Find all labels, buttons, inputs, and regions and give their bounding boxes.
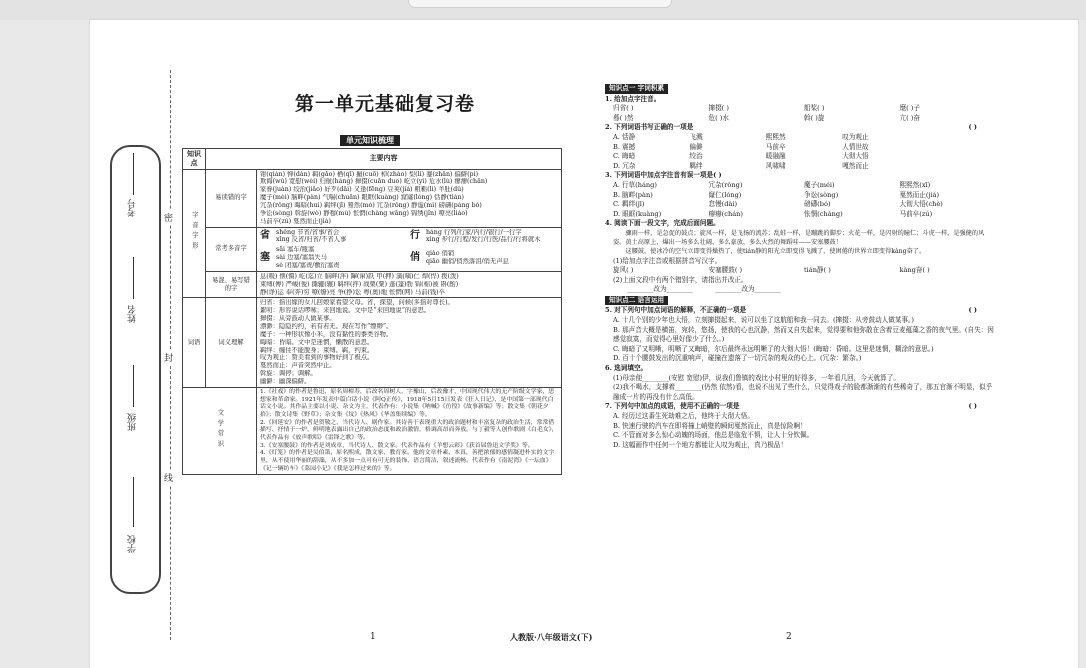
category-cell: 文学常识 (183, 387, 257, 474)
content-cell: 钳(qián) 惮(dàn) 羁(gǎo) 栖(qī) 撮(cuō) 棹(zhào) 梨(lí) 蹇(zhǎn) 偏僻(pì) 欺侮(wǔ) 宽慰(wèi) 归航(háng) 撺掇(cuān duo) 屹立(yì) 危水(lù) 瘳瘳(chǎn) 家眷(juàn) 绞治(jiǎo) 好歹(dǎi) 又逢(fēng) 豆荚(jiá) 粗粝(lì) 羊肚(dǔ) 魔子(mèi) 脑畔(pàn) 气喘(chuǎn) 眼眶(kuàng) 窟窿(lóng) 恬静(tián) 冗杂(rǒng) 晦暗(huì) 羁绊(jī) 蓦然(mò) 冗杂(rǒng) 静谧(mì) 磅礴(páng bó) 争讼(sòng) 斡旋(wò) 静穆(mù) 怅惘(chàng wǎng) 锦绣(jǐn) 嘹亮(liáo) 马前卒(zú) 戛然而止(jiá) (257, 169, 562, 227)
class-label: 班级 (128, 413, 138, 431)
q5-option: A. 十几个别的少年也大悟，立刻撺掇起来，说可以坐了这航船和我一同去。(撺掇：从旁鼓动人做某事。) (613, 316, 914, 325)
seal-char-1: 密 (164, 210, 173, 225)
q1-items: 归省( ) 撺掇( ) 船桨( ) 麾( )子 蓦( )然 危( )水 斡( )旋 亢( )奋 (613, 104, 920, 122)
polyphone-group: 省 shěng 节省/省事/省会 xǐng 反省/归省/不省人事 (260, 228, 347, 244)
page-number-right: 2 (786, 632, 792, 642)
section-label: 知识点一 字词积累 (605, 84, 668, 94)
subcategory-cell: 词义理解 (206, 298, 257, 387)
q2-options: A. 恬静 飞溅 熙熙然 叹为观止 B. 震撼 偏僻 马前卒 人情世故 C. 晦暗 绞治 暖融融 大彻大悟 D. 冗杂 羁绊 风啸啸 嘎然而止 (613, 132, 869, 170)
question-4: 4. 阅读下面一段文字，完成后面问题。 (605, 219, 720, 228)
header-main-content: 主要内容 (206, 149, 562, 170)
knowledge-review-table (182, 148, 562, 475)
polyphone-group: 俏 qiào 俏销 qiāo 幽俏/俏然落泪/俏无声息 (410, 250, 509, 266)
q4-fix-blanks: ________改为________ ________改为________ (627, 285, 781, 294)
q4-sub-1-items: 旋风( ) 安塞腰鼓( ) tián静( ) kàng奋( ) (613, 266, 930, 275)
subcategory-cell: 易读错的字 (206, 169, 257, 227)
q5-option: D. 百十个腰鼓发出的沉重响声，碰撞在遗落了一切冗杂的观众的心上。(冗杂：繁杂。) (613, 354, 862, 363)
q6-item: (2)我不喝水，支撑着________(仍然 依然)看，也说不出见了些什么，只觉得戏子的脸都渐渐的有些稀奇了，那五官渐不明显，似乎融成一片的再没有什么高低。 (613, 383, 993, 401)
q6-item: (1)母亲便________(安慰 宽慰)伊，说我们鲁镇的戏比小村里的好得多，一年看几回，今天就算了。 (613, 373, 900, 382)
content-cell: 1.《社戏》的作者是鲁迅，原名周樟寿，后改名周树人，字豫山，后改豫才，中国现代伟大的无产阶级文学家，思想家和革命家。1921年发表中篇白话小说《阿Q正传》，1918年5月15日发表《狂人日记》，是中国第一部现代白话文小说。其作品主要以小说、杂文为主，代表作有：小说集《呐喊》《彷徨》《故事新编》等；散文集《朝花夕拾》；散文诗集《野草》；杂文集《坟》《热风》《华盖集续编》等。 2.《回延安》的作者是贺敬之，当代诗人、剧作家。其诗善于表现重大的政治题材和丰富复杂的政治生活，常常借描写、抒情于一炉，鲜明地表露出自己的政治态度和政治激情，格调高昂而奔放。与丁毅等人创作歌剧《白毛女》，代表作品有《放声歌唱》《雷锋之歌》等。 3.《安塞腰鼓》的作者是刘成章，当代诗人、散文家。代表作品有《羊想云彩》《获首届鲁迅文学奖》等。 4.《灯笼》的作者是吴伯箫，原名熙成，散文家、教育家。他的文章朴素、本真，善把浓郁的感情凝进朴实的文字里，从不使用华丽的辞藻，从不多加一点可有可无的装饰，语言简洁，叙述流畅。代表作有《南泥湾》《一坛血》《记一辆纺车》《菜园小记》《我是怎样过来的》等。 (257, 387, 562, 474)
q5-option: B. 那声音大概是横笛，宛转，悠扬，使我的心也沉静，然而又自失起来，觉得要和他弥散在含着豆麦蕴藻之香的夜气里。(自失：因感觉寂寞，而觉得心里好像少了什么。) (613, 325, 994, 344)
subcategory-cell: 易混、易写错的字 (206, 271, 257, 298)
question-6: 6. 选词填空。 (605, 364, 648, 373)
q7-option: C. 不管面对多么惊心动魄的场面，他总是临危不惧，让人十分钦佩。 (613, 431, 814, 440)
section-label: 知识点二 语言运用 (605, 296, 668, 306)
edition-footer: 人教版·八年级语文(下) (510, 632, 593, 642)
student-info-box (110, 145, 161, 594)
question-column (605, 83, 995, 450)
content-cell: 归省：指出嫁的女儿回娘家看望父母。省，探望，问候(多指对尊长)。 絮叨：形容说话啰嗦；来回地说。文中是“来回地说”的意思。 撺掇：从旁鼓动人做某事。 漂渺：隐隐约约，若有若无。现在写作“缥缈”。 魔子：一种形状像小米，没有黏性的黍类谷物。 晦暗：昏暗。文中是迷惘，懒散的意思。 羁绊：缠住不能脱身；束缚。羁，约束。 叹为观止：赞美看到的事物好到了极点。 戛然而止：声音突然中止。 斡旋：调停；调解。 幽僻：幽深偏僻。 (257, 298, 562, 387)
q4-sub-1: (1)给加点字注音或根据拼音写汉字。 (613, 256, 722, 265)
polyphone-group: 行 háng 行列/行家/内行/银行/一行字 xíng 步行/行程/发行/行医/品行/行将就木 (410, 228, 541, 244)
exam-sheet (90, 20, 1078, 668)
seal-char-2: 封 (164, 350, 173, 365)
name-label: 姓名 (128, 305, 138, 323)
table-row (183, 169, 562, 227)
question-1: 1. 给加点字注音。 (605, 94, 661, 103)
student-info-sidebar (110, 70, 174, 640)
category-cell: 字音字形 (183, 169, 206, 298)
table-row (183, 387, 562, 474)
q7-option: D. 这幅画作中任何一个地方都能让人叹为观止，真乃极品！ (613, 440, 788, 449)
content-cell: 息(吸) 惬(慑) 屹(迄)立 脑畔(泮) 蹿(窜)跃 甲(押) 滴(嘀)仁 焊(悍) 拨(泼) 束缚(傅) 严峻(俊) 撕辘(辗) 羁绊(拌) 战栗(粟) 蓬(篷)勃 锦(棉)被 斟(酌) 静(诤)运 奉(奔)穷 嘹(缭)亮 争(挣)讼 粤(奥)地 怅惘(网) 马前(钱)卒 (257, 271, 562, 298)
school-line (133, 477, 134, 527)
q5-option: C. 晦暗了又明晰，明晰了又晦暗，尔后最终永远明晰了的大彻大悟！(晦暗：昏暗。这里是迷惘，糊涂的意思。) (613, 344, 934, 353)
table-row (183, 271, 562, 298)
q3-options: A. 行草(háng) 冗杂(rǒng) 魔子(méi) 熙熙然(xī) B. 脑畔(pàn) 窿仁(lóng) 争讼(sòng) 戛然而止(jiá) C. 羁绊(jī) 怠慢(dài) 磅礴(bó) 大彻大悟(chè) D. 眼眶(kuàng) 瘳瘳(chán) 怅惘(chàng) 马前卒(zú) (613, 180, 943, 218)
table-caption: 单元知识梳理 (340, 135, 400, 146)
question-2: 2. 下列词语书写正确的一项是 ( ) (605, 123, 977, 132)
polyphone-group: 塞 sāi 塞车/瓶塞 sài 边塞/塞翁失马 sè 闭塞/塞责/敷衍塞责 (260, 246, 340, 269)
viewer-tab-handle[interactable] (408, 0, 672, 8)
name-line (133, 257, 134, 299)
class-line (133, 365, 134, 407)
q4-sub-2: (2)上面文段中有两个错别字，请指出并改正。 (613, 275, 748, 284)
school-label: 学校 (128, 535, 138, 553)
page-title: 第一单元基础复习卷 (295, 93, 476, 115)
q7-option: A. 经历过这番生死劫难之后，他终于大彻大悟。 (613, 412, 754, 421)
question-7: 7. 下列句中加点的成语，使用不正确的一项是 ( ) (605, 402, 977, 411)
exam-no-label: 考号 (128, 199, 138, 217)
content-cell (257, 227, 562, 271)
page-number-left: 1 (370, 632, 376, 642)
seal-char-3: 线 (164, 470, 173, 485)
question-3: 3. 下列词语中加点字注音有误一项是( ) (605, 171, 722, 180)
subcategory-cell: 常考多音字 (206, 227, 257, 271)
exam-no-line (133, 153, 134, 195)
question-5: 5. 对下列句中加点词语的解释，不正确的一项是 ( ) (605, 306, 977, 315)
reading-passage: 骤雨一样，是急促的鼓点；旋风一样，是飞扬的流苏；乱蛙一样，是蹦跳的脚步；火花一样，是闪射的瞳仁；斗虎一样，是强健的风姿。黄土高原上，爆出一场多么壮阔、多么豪放、多么火烈的舞蹈哇——安塞腰鼓！ (613, 229, 985, 247)
table-row (183, 227, 562, 271)
category-cell: 词语 (183, 298, 206, 387)
header-knowledge-point: 知识点 (183, 149, 206, 170)
table-row (183, 298, 562, 387)
reading-passage: 这腰鼓，使冰冷的空气立即变得燥热了，使tián静的阳光立即变得飞溅了，使困倦的世界立即变得kàng奋了。 (625, 248, 926, 256)
q7-option: B. 快速行驶的汽车在即将撞上峭壁的瞬间戛然而止，真是惊险啊！ (613, 421, 807, 430)
